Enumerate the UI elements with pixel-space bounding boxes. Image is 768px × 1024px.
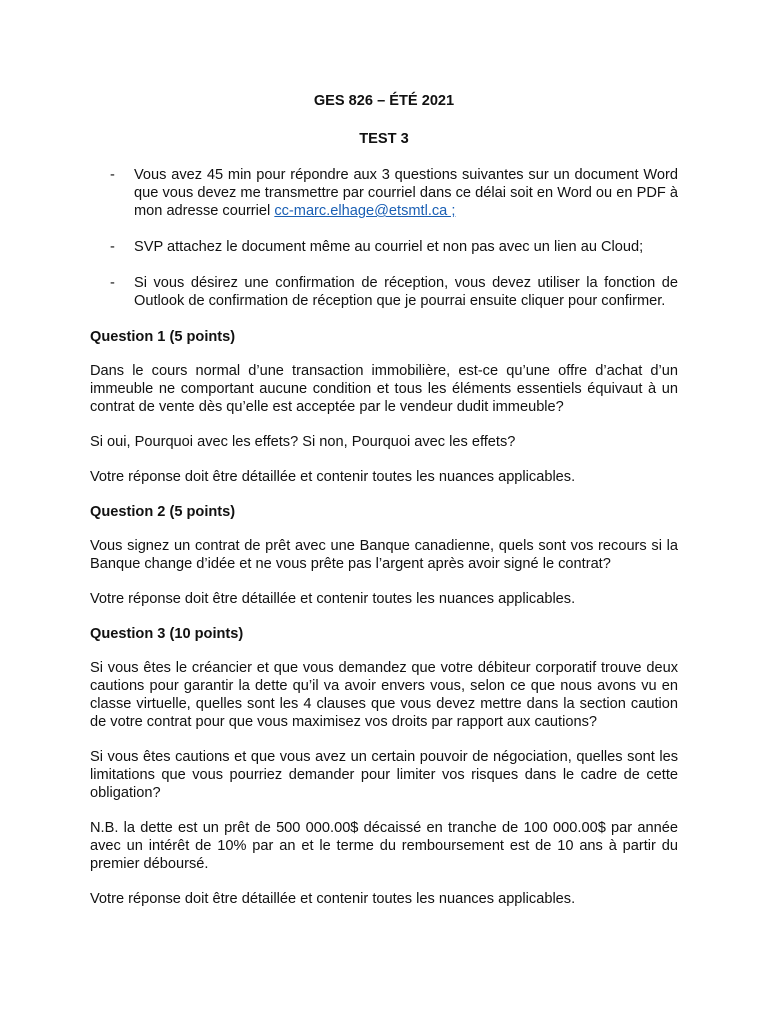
- question-paragraph: Votre réponse doit être détaillée et contenir toutes les nuances applicables.: [90, 591, 576, 607]
- question-paragraph: Vous signez un contrat de prêt avec une Banque canadienne, quels sont vos recours si la Banque change d’idée et ne vous prête pas l’argent après avoir signé le contrat?: [90, 538, 678, 572]
- instruction-text: Vous avez 45 min pour répondre aux 3 questions suivantes sur un document Word que vous devez me transmettre par courriel dans ce délai soit en Word ou en PDF à mon adresse courriel: [134, 167, 678, 219]
- question-paragraph: Si vous êtes cautions et que vous avez un certain pouvoir de négociation, quelles sont les limitations que vous pourriez demander pour limiter vos risques dans le cadre de cette obligation?: [90, 749, 678, 801]
- instruction-text: SVP attachez le document même au courriel et non pas avec un lien au Cloud;: [134, 239, 644, 255]
- bullet-dash: -: [110, 275, 115, 291]
- test-title: TEST 3: [359, 131, 409, 147]
- question-paragraph: Votre réponse doit être détaillée et contenir toutes les nuances applicables.: [90, 469, 576, 485]
- instructions-list: [90, 166, 678, 310]
- question-2: [90, 503, 678, 608]
- instruction-item: [90, 166, 678, 220]
- bullet-dash: -: [110, 167, 115, 183]
- instruction-item: [90, 274, 678, 310]
- question-1: [90, 328, 678, 486]
- question-heading: Question 1 (5 points): [90, 329, 236, 345]
- question-paragraph: Votre réponse doit être détaillée et contenir toutes les nuances applicables.: [90, 891, 576, 907]
- question-heading: Question 3 (10 points): [90, 626, 244, 642]
- question-paragraph: Dans le cours normal d’une transaction immobilière, est-ce qu’une offre d’achat d’un immeuble ne comportant aucune condition et tous les éléments essentiels équivaut à un contrat de vente dès qu’elle est acceptée par le vendeur dudit immeuble?: [90, 363, 678, 415]
- question-paragraph: N.B. la dette est un prêt de 500 000.00$ décaissé en tranche de 100 000.00$ par année avec un intérêt de 10% par an et le terme du remboursement est de 10 ans à partir du premier déboursé.: [90, 820, 678, 872]
- email-link[interactable]: cc-marc.elhage@etsmtl.ca ;: [274, 203, 456, 219]
- question-heading: Question 2 (5 points): [90, 504, 236, 520]
- question-paragraph: Si vous êtes le créancier et que vous demandez que votre débiteur corporatif trouve deux cautions pour garantir la dette qu’il va avoir envers vous, selon ce que nous avons vu en classe virtuelle, quelles sont les 4 clauses que vous devez mettre dans la section caution de votre contrat pour que vous maximisez vos droits par rapport aux cautions?: [90, 660, 678, 730]
- bullet-dash: -: [110, 239, 115, 255]
- question-paragraph: Si oui, Pourquoi avec les effets? Si non, Pourquoi avec les effets?: [90, 434, 516, 450]
- question-3: [90, 625, 678, 908]
- course-title: GES 826 – ÉTÉ 2021: [313, 93, 455, 109]
- instruction-text: Si vous désirez une confirmation de réception, vous devez utiliser la fonction de Outlook de confirmation de réception que je pourrai ensuite cliquer pour confirmer.: [134, 275, 678, 309]
- instruction-item: [90, 238, 678, 256]
